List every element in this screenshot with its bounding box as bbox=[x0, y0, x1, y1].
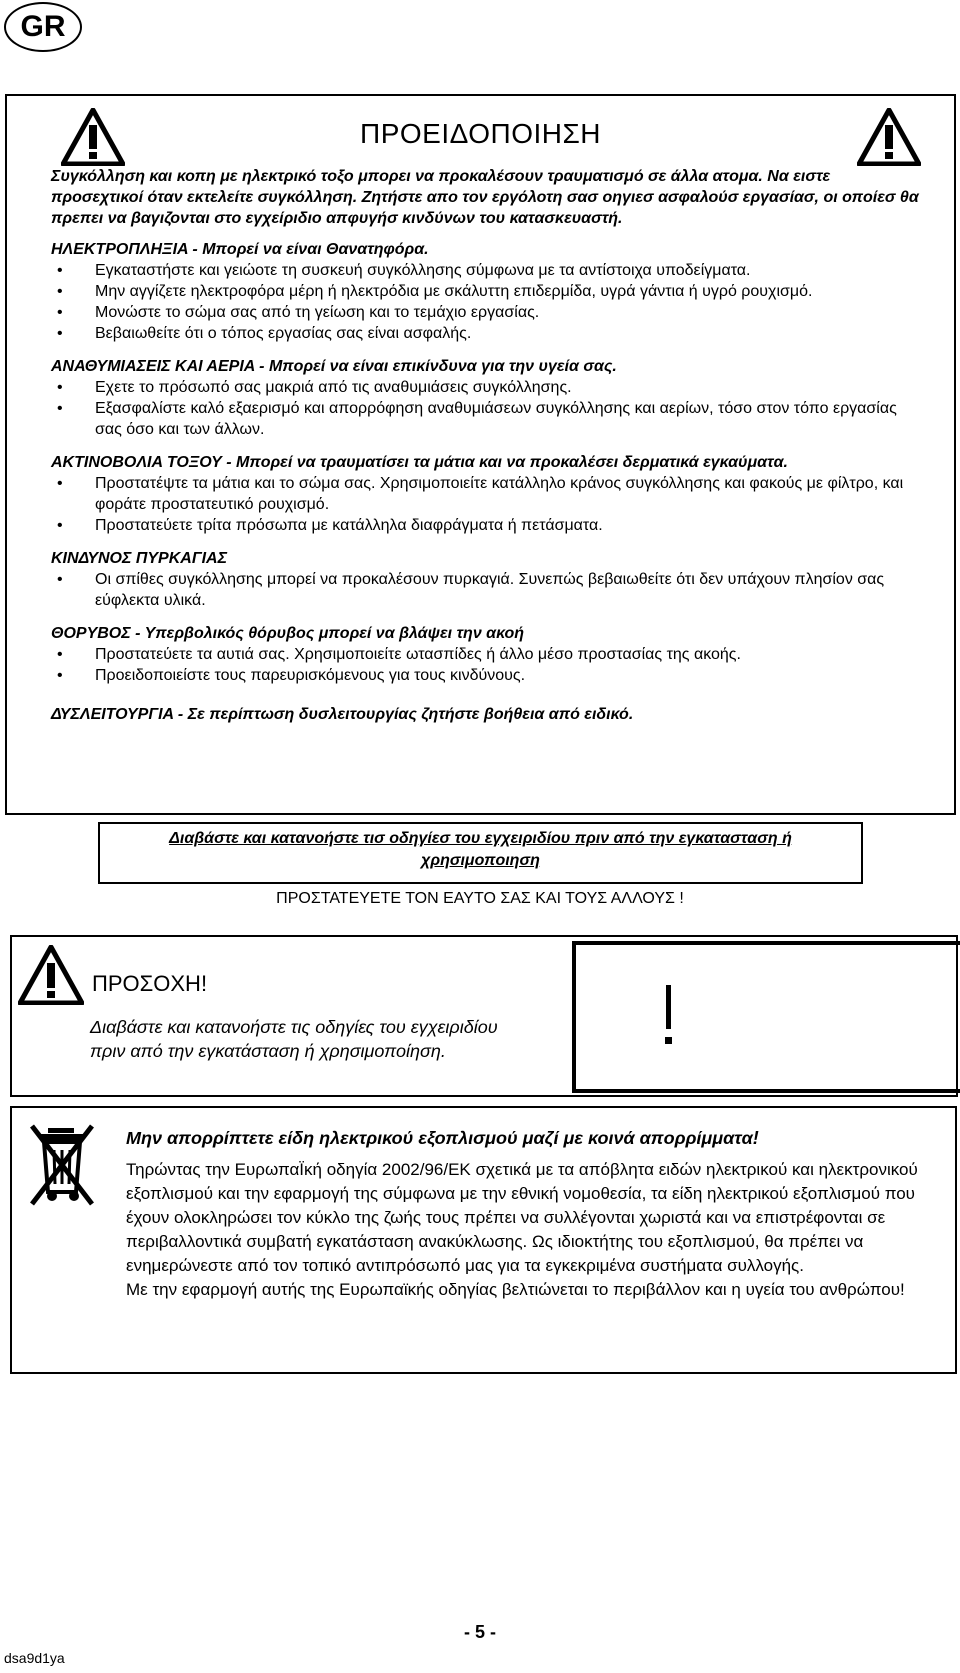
weee-title: Μην απορρίπτετε είδη ηλεκτρικού εξοπλισμού μαζί με κοινά απορρίμματα! bbox=[126, 1128, 759, 1148]
caution-title: ΠΡΟΣΟΧΗ! bbox=[92, 971, 208, 996]
list-item: • Προειδοποιείστε τους παρευρισκόμενους για τους κινδύνους. bbox=[57, 667, 526, 684]
section-heading-fumes: ΑΝΑΘΥΜΙΑΣΕΙΣ ΚΑΙ ΑΕΡΙΑ - Μπορεί να είναι επικίνδυνα για την υγεία σας. bbox=[51, 358, 617, 375]
list-item: • Προστατεύετε τρίτα πρόσωπα με κατάλληλα διαφράγματα ή πετάσματα. bbox=[57, 517, 603, 534]
weee-body bbox=[126, 1158, 951, 1302]
list-item: • Προστατεύετε τα αυτιά σας. Χρησιμοποιείτε ωτασπίδες ή άλλο μέσο προστασίας της ακοής. bbox=[57, 646, 741, 663]
page-number: - 5 - bbox=[463, 1622, 496, 1642]
exclamation-icon bbox=[576, 945, 960, 1089]
list-item: • Εγκαταστήστε και γειώοτε τη συσκευή συγκόλλησης σύμφωνα με τα αντίστοιχα υποδείγματα. bbox=[57, 262, 751, 279]
section-heading-arc-radiation: ΑΚΤΙΝΟΒΟΛΙΑ ΤΟΞΟΥ - Μπορεί να τραυματίσει τα μάτια και να προκαλέσει δερματικά εγκαύματα. bbox=[51, 454, 788, 471]
caution-text bbox=[90, 1015, 498, 1063]
section-heading-noise: ΘΟΡΥΒΟΣ - Υπερβολικός θόρυβος μπορεί να βλάψει την ακοή bbox=[51, 625, 525, 642]
section-heading-malfunction: ΔΥΣΛΕΙΤΟΥΡΓΙΑ - Σε περίπτωση δυσλειτουργίας ζητήστε βοήθεια από ειδικό. bbox=[51, 706, 634, 723]
read-instructions-box bbox=[98, 822, 863, 884]
list-item: • Οι σπίθες συγκόλλησης μπορεί να προκαλέσουν πυρκαγιά. Συνεπώς βεβαιωθείτε ότι δεν υπάχουν πλησίον σας εύφλεκτα υλικά. bbox=[57, 571, 885, 609]
warning-intro: Συγκόλληση και κοπη με ηλεκτρικό τοξο μπορει να προκαλέσουν τραυματισμό σε άλλα ατομα. Να ειστε προσεχτικοί όταν εκτελείτε συγκόλληση. Ζητήστε απο τον εργόλοτη σασ οηγιεσ ασφαλούσ εργασίασ, οι οποίεσ θα πρεπει να βαγιζονται στο εγχείριδιο απφυγήσ κινδύνων του κατασκευαστή. bbox=[51, 168, 919, 227]
weee-paragraph: Με την εφαρμογή αυτής της Ευρωπαϊκής οδηγίας βελτιώνεται το περιβάλλον και η υγεία του ανθρώπου! bbox=[126, 1280, 905, 1299]
protect-notice: ΠΡΟΣΤΑΤΕΥΕΤΕ ΤΟΝ ΕΑΥΤΟ ΣΑΣ ΚΑΙ ΤΟΥΣ ΑΛΛΟΥΣ ! bbox=[276, 890, 684, 907]
list-item: • Μην αγγίζετε ηλεκτροφόρα μέρη ή ηλεκτρόδια με σκάλυττη επιδερμίδα, υγρά γάντια ή υγρό ρουχισμό. bbox=[57, 283, 813, 300]
caution-box bbox=[10, 935, 958, 1097]
list-item: • Εχετε το πρόσωπό σας μακριά από τις αναθυμιάσεις συγκόλλησης. bbox=[57, 379, 572, 396]
warning-content bbox=[51, 166, 921, 725]
list-item: • Μονώστε το σώμα σας από τη γείωση και το τεμάχιο εργασίας. bbox=[57, 304, 540, 321]
warning-sign-panel bbox=[572, 941, 960, 1093]
caution-line: Διαβάστε και κατανοήστε τις οδηγίες του εγχειριδίου bbox=[90, 1017, 498, 1037]
section-heading-fire: ΚΙΝΔΥΝΟΣ ΠΥΡΚΑΓΙΑΣ bbox=[51, 550, 228, 567]
warning-title: ΠΡΟΕΙΔΟΠΟΙΗΣΗ bbox=[359, 118, 602, 149]
language-badge: GR bbox=[4, 2, 82, 52]
caution-line: πριν από την εγκατάσταση ή χρησιμοποίηση. bbox=[90, 1041, 446, 1061]
section-heading-electric-shock: ΗΛΕΚΤΡΟΠΛΗΞΙΑ - Μπορεί να είναι Θανατηφόρα. bbox=[51, 241, 429, 258]
crossed-bin-icon bbox=[26, 1120, 100, 1216]
warning-box bbox=[5, 94, 956, 815]
list-item: • Εξασφαλίστε καλό εξαερισμό και απορρόφηση αναθυμιάσεων συγκόλλησης και αερίων, τόσο στον τόπο εργασίας σας όσο και των άλλων. bbox=[57, 400, 897, 438]
read-instructions-line: Διαβάστε και κατανοήστε τισ οδηγίεσ του εγχειριδίου πριν από την εγκατασταση ή bbox=[169, 830, 792, 847]
weee-paragraph: Τηρώντας την ΕυρωπαΪκή οδηγία 2002/96/ΕΚ σχετικά με τα απόβλητα ειδών ηλεκτρικού και ηλεκτρονικού εξοπλισμού και την εφαρμογή της σύμφωνα με την εθνική νομοθεσία, τα είδη ηλεκτρικού εξοπλισμού που έχουν ολοκληρώσει τον κύκλο της ζωής τους πρέπει να συλλέγονται χωριστά και να επιστρέφονται σε περιβαλλοντικά συμβατή εγκατάσταση ανακύκλωσης. Ως ιδιοκτήτης του εξοπλισμού, θα πρέπει να ενημερώνεστε από τον τοπικό αντιπρόσωπό μας για τα εγκεκριμένα συστήματα συλλογής. bbox=[126, 1160, 918, 1275]
list-item: • Βεβαιωθείτε ότι ο τόπος εργασίας σας είναι ασφαλής. bbox=[57, 325, 472, 342]
weee-box bbox=[10, 1106, 957, 1374]
read-instructions-line: χρησιμοποιηση bbox=[421, 852, 540, 869]
read-instructions-text bbox=[100, 828, 861, 872]
list-item: • Προστατέψτε τα μάτια και το σώμα σας. Χρησιμοποιείτε κατάλληλο κράνος συγκόλλησης και φακούς με φίλτρο, και φοράτε προστατευτικό ρουχισμό. bbox=[57, 475, 904, 513]
document-code: dsa9d1ya bbox=[4, 1650, 65, 1666]
warning-triangle-icon bbox=[18, 945, 84, 1005]
warning-triangle-icon bbox=[857, 108, 921, 166]
